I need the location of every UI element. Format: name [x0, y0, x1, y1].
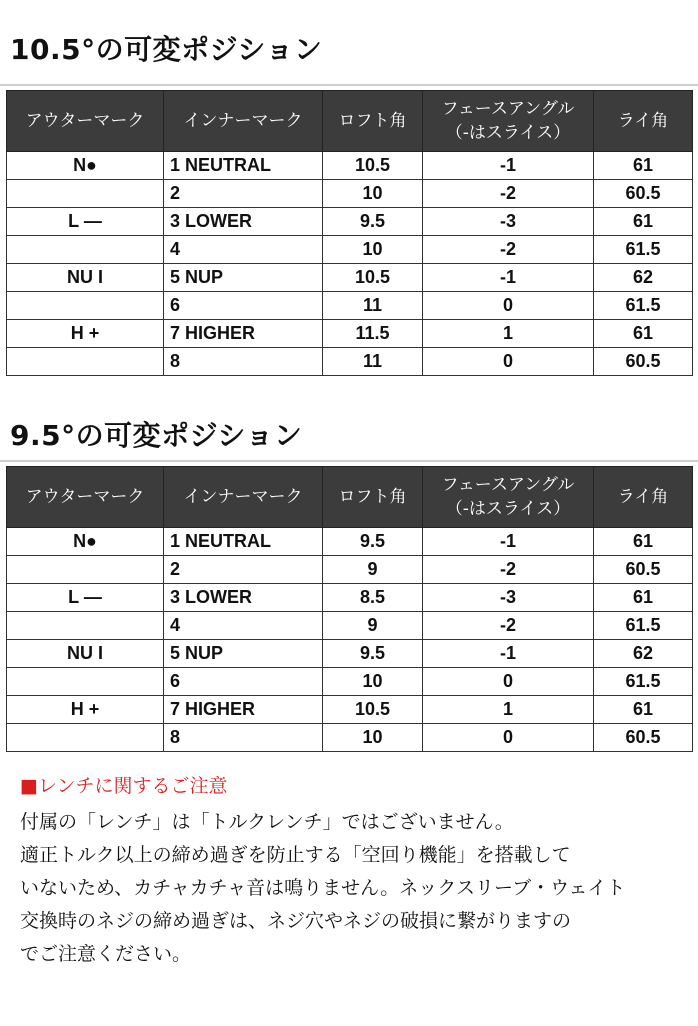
table-row — [7, 724, 693, 752]
lie-cell: 62 — [594, 264, 693, 292]
inner-mark-cell: 5 NUP — [164, 264, 323, 292]
table-row — [7, 152, 693, 180]
inner-mark-cell: 2 — [164, 556, 323, 584]
header-face-angle-line2: （-はスライス） — [445, 123, 571, 143]
inner-mark-cell: 8 — [164, 348, 323, 376]
loft-cell: 10 — [323, 724, 423, 752]
loft-cell: 9.5 — [323, 208, 423, 236]
table-row — [7, 180, 693, 208]
loft-cell: 11 — [323, 292, 423, 320]
loft-table-9-5 — [6, 466, 693, 752]
outer-mark-cell — [7, 348, 164, 376]
loft-cell: 10 — [323, 668, 423, 696]
face-angle-cell: 0 — [423, 668, 594, 696]
face-angle-cell: 0 — [423, 348, 594, 376]
lie-cell: 60.5 — [594, 348, 693, 376]
table-row — [7, 556, 693, 584]
lie-cell: 60.5 — [594, 556, 693, 584]
loft-cell: 10.5 — [323, 264, 423, 292]
outer-mark-cell — [7, 724, 164, 752]
outer-mark-cell — [7, 668, 164, 696]
inner-mark-cell: 5 NUP — [164, 640, 323, 668]
loft-cell: 10 — [323, 236, 423, 264]
lie-cell: 60.5 — [594, 180, 693, 208]
outer-mark-cell: NU I — [7, 640, 164, 668]
notice-line: 適正トルク以上の締め過ぎを防止する「空回り機能」を搭載して — [20, 844, 571, 866]
notice-heading: ■レンチに関するご注意 — [20, 775, 228, 797]
table-row — [7, 264, 693, 292]
face-angle-cell: -3 — [423, 584, 594, 612]
face-angle-cell: 0 — [423, 292, 594, 320]
inner-mark-cell: 4 — [164, 612, 323, 640]
section-title-9-5: 9.5°の可変ポジション — [10, 419, 303, 452]
lie-cell: 61 — [594, 152, 693, 180]
header-face-angle-line1: フェースアングル — [441, 475, 575, 495]
table-row — [7, 208, 693, 236]
loft-cell: 9 — [323, 612, 423, 640]
outer-mark-cell — [7, 236, 164, 264]
wrench-notice — [20, 772, 690, 971]
table-row — [7, 528, 693, 556]
title-divider — [0, 460, 698, 462]
outer-mark-cell: NU I — [7, 264, 164, 292]
table-header-row — [7, 91, 693, 152]
face-angle-cell: -1 — [423, 152, 594, 180]
face-angle-cell: -1 — [423, 264, 594, 292]
face-angle-cell: -3 — [423, 208, 594, 236]
header-inner-mark: インナーマーク — [164, 467, 323, 528]
header-face-angle — [423, 91, 594, 152]
outer-mark-cell: H + — [7, 696, 164, 724]
outer-mark-cell — [7, 556, 164, 584]
table-row — [7, 640, 693, 668]
loft-cell: 10.5 — [323, 696, 423, 724]
outer-mark-cell: H + — [7, 320, 164, 348]
notice-line: 交換時のネジの締め過ぎは、ネジ穴やネジの破損に繋がりますの — [20, 910, 572, 932]
header-outer-mark: アウターマーク — [7, 91, 164, 152]
face-angle-cell: 1 — [423, 320, 594, 348]
inner-mark-cell: 3 LOWER — [164, 584, 323, 612]
inner-mark-cell: 1 NEUTRAL — [164, 152, 323, 180]
inner-mark-cell: 7 HIGHER — [164, 320, 323, 348]
lie-cell: 61 — [594, 320, 693, 348]
face-angle-cell: -1 — [423, 528, 594, 556]
inner-mark-cell: 6 — [164, 292, 323, 320]
inner-mark-cell: 2 — [164, 180, 323, 208]
table-header-row — [7, 467, 693, 528]
loft-cell: 9.5 — [323, 640, 423, 668]
header-lie: ライ角 — [594, 91, 693, 152]
notice-line: でご注意ください。 — [20, 943, 192, 965]
loft-cell: 9.5 — [323, 528, 423, 556]
loft-cell: 9 — [323, 556, 423, 584]
loft-table-10-5 — [6, 90, 693, 376]
inner-mark-cell: 1 NEUTRAL — [164, 528, 323, 556]
face-angle-cell: -1 — [423, 640, 594, 668]
loft-cell: 10.5 — [323, 152, 423, 180]
notice-line: 付属の「レンチ」は「トルクレンチ」ではございません。 — [20, 811, 514, 833]
outer-mark-cell: N● — [7, 528, 164, 556]
lie-cell: 61.5 — [594, 668, 693, 696]
header-inner-mark: インナーマーク — [164, 91, 323, 152]
outer-mark-cell: L — — [7, 208, 164, 236]
lie-cell: 61 — [594, 696, 693, 724]
inner-mark-cell: 6 — [164, 668, 323, 696]
table-row — [7, 320, 693, 348]
outer-mark-cell — [7, 612, 164, 640]
header-loft: ロフト角 — [323, 91, 423, 152]
notice-line: いないため、カチャカチャ音は鳴りません。ネックスリーブ・ウェイト — [20, 877, 626, 899]
header-face-angle-line1: フェースアングル — [441, 99, 575, 119]
outer-mark-cell — [7, 180, 164, 208]
table-row — [7, 584, 693, 612]
lie-cell: 61 — [594, 208, 693, 236]
section-title-10-5: 10.5°の可変ポジション — [10, 33, 323, 66]
face-angle-cell: -2 — [423, 612, 594, 640]
table-row — [7, 236, 693, 264]
header-face-angle — [423, 467, 594, 528]
face-angle-cell: -2 — [423, 556, 594, 584]
header-lie: ライ角 — [594, 467, 693, 528]
face-angle-cell: -2 — [423, 180, 594, 208]
face-angle-cell: 1 — [423, 696, 594, 724]
loft-cell: 8.5 — [323, 584, 423, 612]
loft-cell: 11 — [323, 348, 423, 376]
lie-cell: 61.5 — [594, 292, 693, 320]
table-row — [7, 696, 693, 724]
lie-cell: 61.5 — [594, 612, 693, 640]
face-angle-cell: -2 — [423, 236, 594, 264]
lie-cell: 62 — [594, 640, 693, 668]
table-row — [7, 668, 693, 696]
header-loft: ロフト角 — [323, 467, 423, 528]
inner-mark-cell: 4 — [164, 236, 323, 264]
lie-cell: 61 — [594, 584, 693, 612]
loft-cell: 11.5 — [323, 320, 423, 348]
table-row — [7, 612, 693, 640]
lie-cell: 61 — [594, 528, 693, 556]
inner-mark-cell: 8 — [164, 724, 323, 752]
table-row — [7, 348, 693, 376]
lie-cell: 60.5 — [594, 724, 693, 752]
header-face-angle-line2: （-はスライス） — [445, 499, 571, 519]
loft-cell: 10 — [323, 180, 423, 208]
header-outer-mark: アウターマーク — [7, 467, 164, 528]
lie-cell: 61.5 — [594, 236, 693, 264]
outer-mark-cell: N● — [7, 152, 164, 180]
inner-mark-cell: 7 HIGHER — [164, 696, 323, 724]
outer-mark-cell — [7, 292, 164, 320]
title-divider — [0, 84, 698, 86]
inner-mark-cell: 3 LOWER — [164, 208, 323, 236]
face-angle-cell: 0 — [423, 724, 594, 752]
table-row — [7, 292, 693, 320]
outer-mark-cell: L — — [7, 584, 164, 612]
